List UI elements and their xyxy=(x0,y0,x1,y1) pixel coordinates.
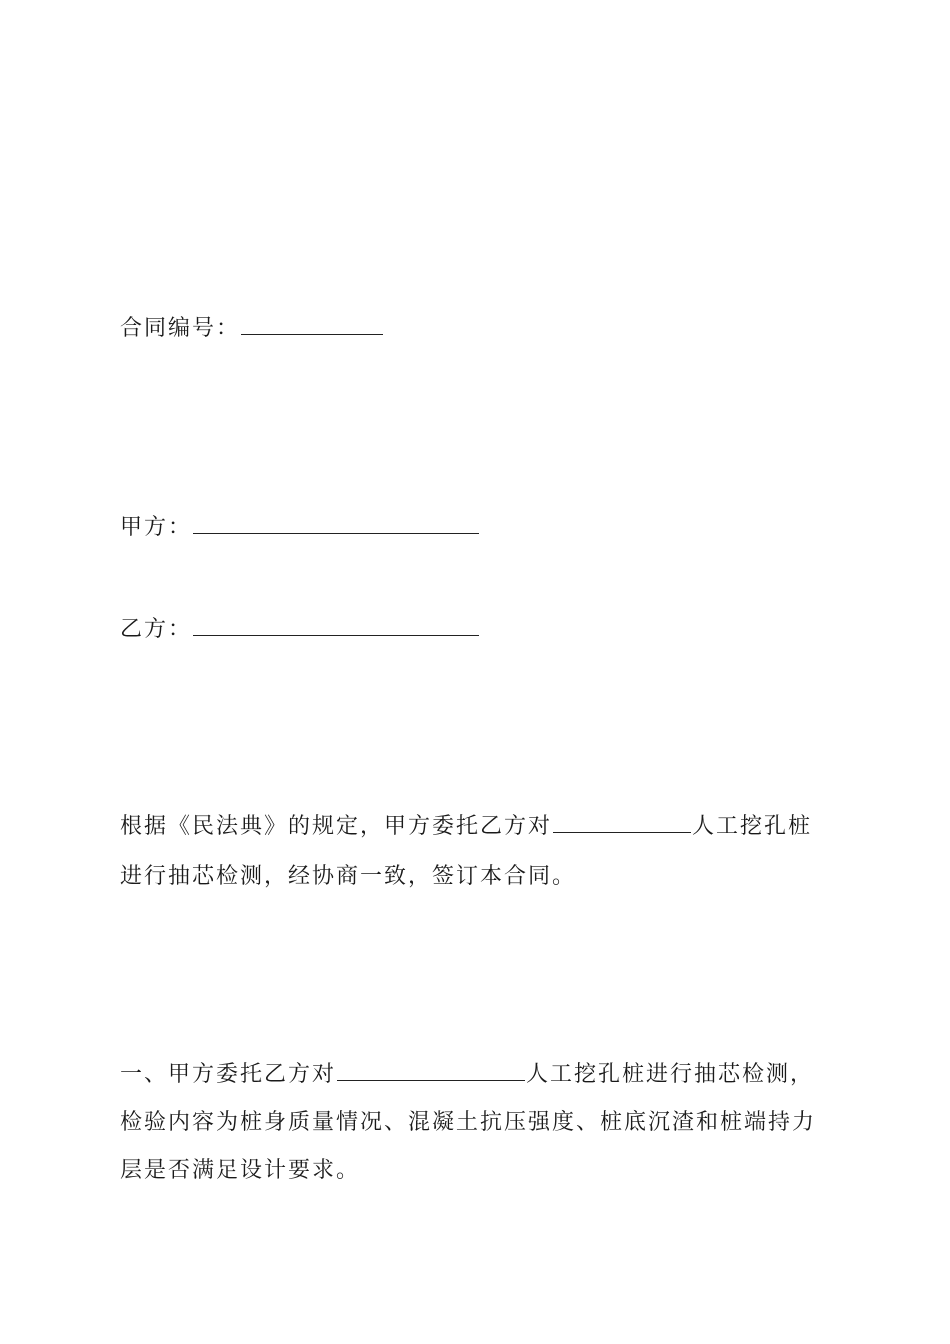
clause-1-text-line2: 检验内容为桩身质量情况、混凝土抗压强度、桩底沉渣和桩端持力 xyxy=(120,1110,817,1135)
party-a-line xyxy=(120,511,480,543)
clause-1-line-1 xyxy=(120,1058,814,1090)
clause-1-line-2 xyxy=(120,1108,816,1138)
preamble-text-start: 根据《民法典》的规定，甲方委托乙方对 xyxy=(120,814,553,839)
preamble-text-line2: 进行抽芯检测，经协商一致，签订本合同。 xyxy=(120,864,577,889)
party-b-blank[interactable] xyxy=(193,613,479,636)
party-b-label: 乙方： xyxy=(120,617,193,642)
contract-number-line xyxy=(120,312,384,344)
clause-1-text-end: 人工挖孔桩进行抽芯检测， xyxy=(526,1062,815,1087)
preamble-text-end: 人工挖孔桩 xyxy=(692,814,813,839)
preamble-line-2 xyxy=(120,862,576,892)
clause-1-project-blank[interactable] xyxy=(337,1058,525,1081)
party-a-label: 甲方： xyxy=(120,515,193,540)
clause-1-text-line3: 层是否满足设计要求。 xyxy=(120,1158,361,1183)
party-a-blank[interactable] xyxy=(193,511,479,534)
party-b-line xyxy=(120,613,480,645)
preamble-project-blank[interactable] xyxy=(553,810,691,833)
contract-number-blank[interactable] xyxy=(241,312,383,335)
preamble-line-1 xyxy=(120,810,812,842)
clause-1-text-start: 一、甲方委托乙方对 xyxy=(120,1062,337,1087)
clause-1-line-3 xyxy=(120,1156,360,1186)
contract-number-label: 合同编号： xyxy=(120,316,241,341)
